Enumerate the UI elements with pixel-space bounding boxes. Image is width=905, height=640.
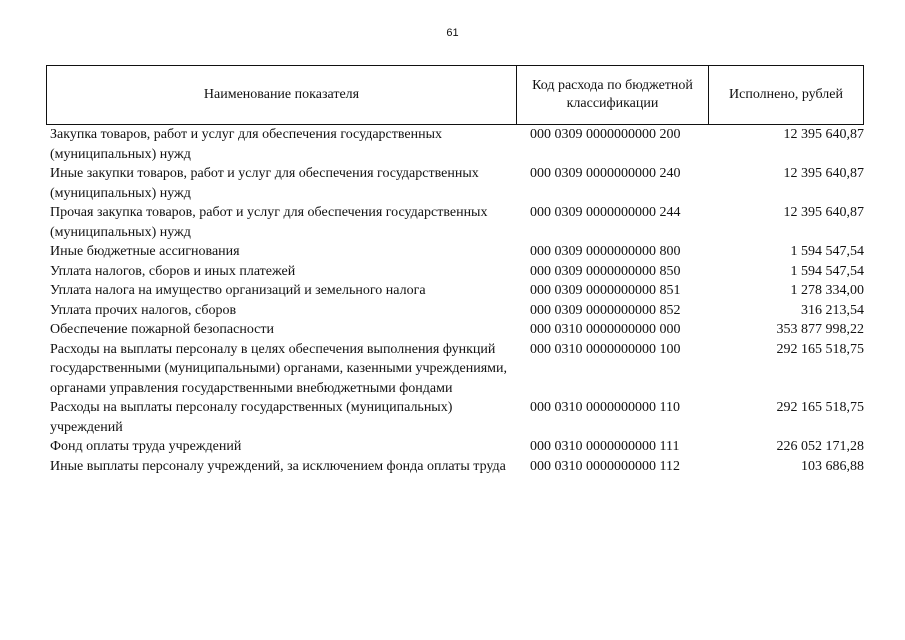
table-row (46, 398, 864, 437)
row-amount: 1 594 547,54 (790, 244, 864, 259)
row-name: Расходы на выплаты персоналу в целях обеспечения выполнения функций государственными (муниципальными) органами, казенными учреждениями, органами управления государственными внебюджетными фондами (50, 341, 507, 396)
row-code: 000 0310 0000000000 000 (530, 322, 681, 337)
row-code: 000 0309 0000000000 244 (530, 205, 681, 220)
row-name: Обеспечение пожарной безопасности (50, 322, 275, 337)
table-row (46, 340, 864, 399)
table-row (46, 457, 864, 477)
table-row (46, 262, 864, 282)
row-code: 000 0310 0000000000 110 (530, 400, 680, 415)
row-name: Уплата налогов, сборов и иных платежей (50, 263, 296, 279)
row-amount: 292 165 518,75 (776, 400, 864, 415)
row-name: Фонд оплаты труда учреждений (50, 439, 242, 454)
row-code: 000 0309 0000000000 850 (530, 263, 681, 279)
row-amount: 1 594 547,54 (790, 263, 864, 279)
row-amount: 12 395 640,87 (783, 166, 864, 181)
table-row (46, 301, 864, 321)
row-name: Расходы на выплаты персоналу государственных (муниципальных) учреждений (50, 400, 453, 435)
row-amount: 12 395 640,87 (783, 127, 864, 142)
row-amount: 103 686,88 (801, 458, 864, 474)
table-header (46, 65, 864, 125)
table-row (46, 242, 864, 262)
row-code: 000 0309 0000000000 852 (530, 302, 681, 318)
row-name: Иные выплаты персоналу учреждений, за исключением фонда оплаты труда (50, 458, 506, 474)
row-amount: 292 165 518,75 (776, 341, 864, 357)
header-amount: Исполнено, рублей (729, 87, 843, 102)
table-row (46, 281, 864, 301)
row-code: 000 0310 0000000000 111 (530, 439, 680, 454)
row-code: 000 0310 0000000000 112 (530, 458, 680, 474)
table-row (46, 320, 864, 340)
row-name: Уплата прочих налогов, сборов (50, 302, 237, 318)
row-amount: 226 052 171,28 (776, 439, 864, 454)
table-row (46, 437, 864, 457)
header-name: Наименование показателя (47, 66, 517, 124)
table-row (46, 203, 864, 242)
row-name: Иные бюджетные ассигнования (50, 244, 240, 259)
row-name: Закупка товаров, работ и услуг для обеспечения государственных (муниципальных) нужд (50, 127, 443, 162)
table-row (46, 164, 864, 203)
row-code: 000 0309 0000000000 851 (530, 283, 681, 298)
row-name: Прочая закупка товаров, работ и услуг для обеспечения государственных (муниципальных) нужд (50, 205, 488, 240)
row-amount: 12 395 640,87 (783, 205, 864, 220)
header-code: Код расхода по бюджетной классификации (517, 66, 709, 124)
row-amount: 316 213,54 (801, 302, 864, 318)
row-amount: 353 877 998,22 (776, 322, 864, 337)
row-code: 000 0309 0000000000 200 (530, 127, 681, 142)
table-row (46, 125, 864, 164)
table-body (46, 125, 864, 476)
row-amount: 1 278 334,00 (790, 283, 864, 298)
row-name: Уплата налога на имущество организаций и земельного налога (50, 283, 426, 298)
row-code: 000 0310 0000000000 100 (530, 341, 681, 357)
row-code: 000 0309 0000000000 240 (530, 166, 681, 181)
row-code: 000 0309 0000000000 800 (530, 244, 681, 259)
page-number: 61 (446, 27, 459, 39)
row-name: Иные закупки товаров, работ и услуг для обеспечения государственных (муниципальных) нужд (50, 166, 479, 201)
